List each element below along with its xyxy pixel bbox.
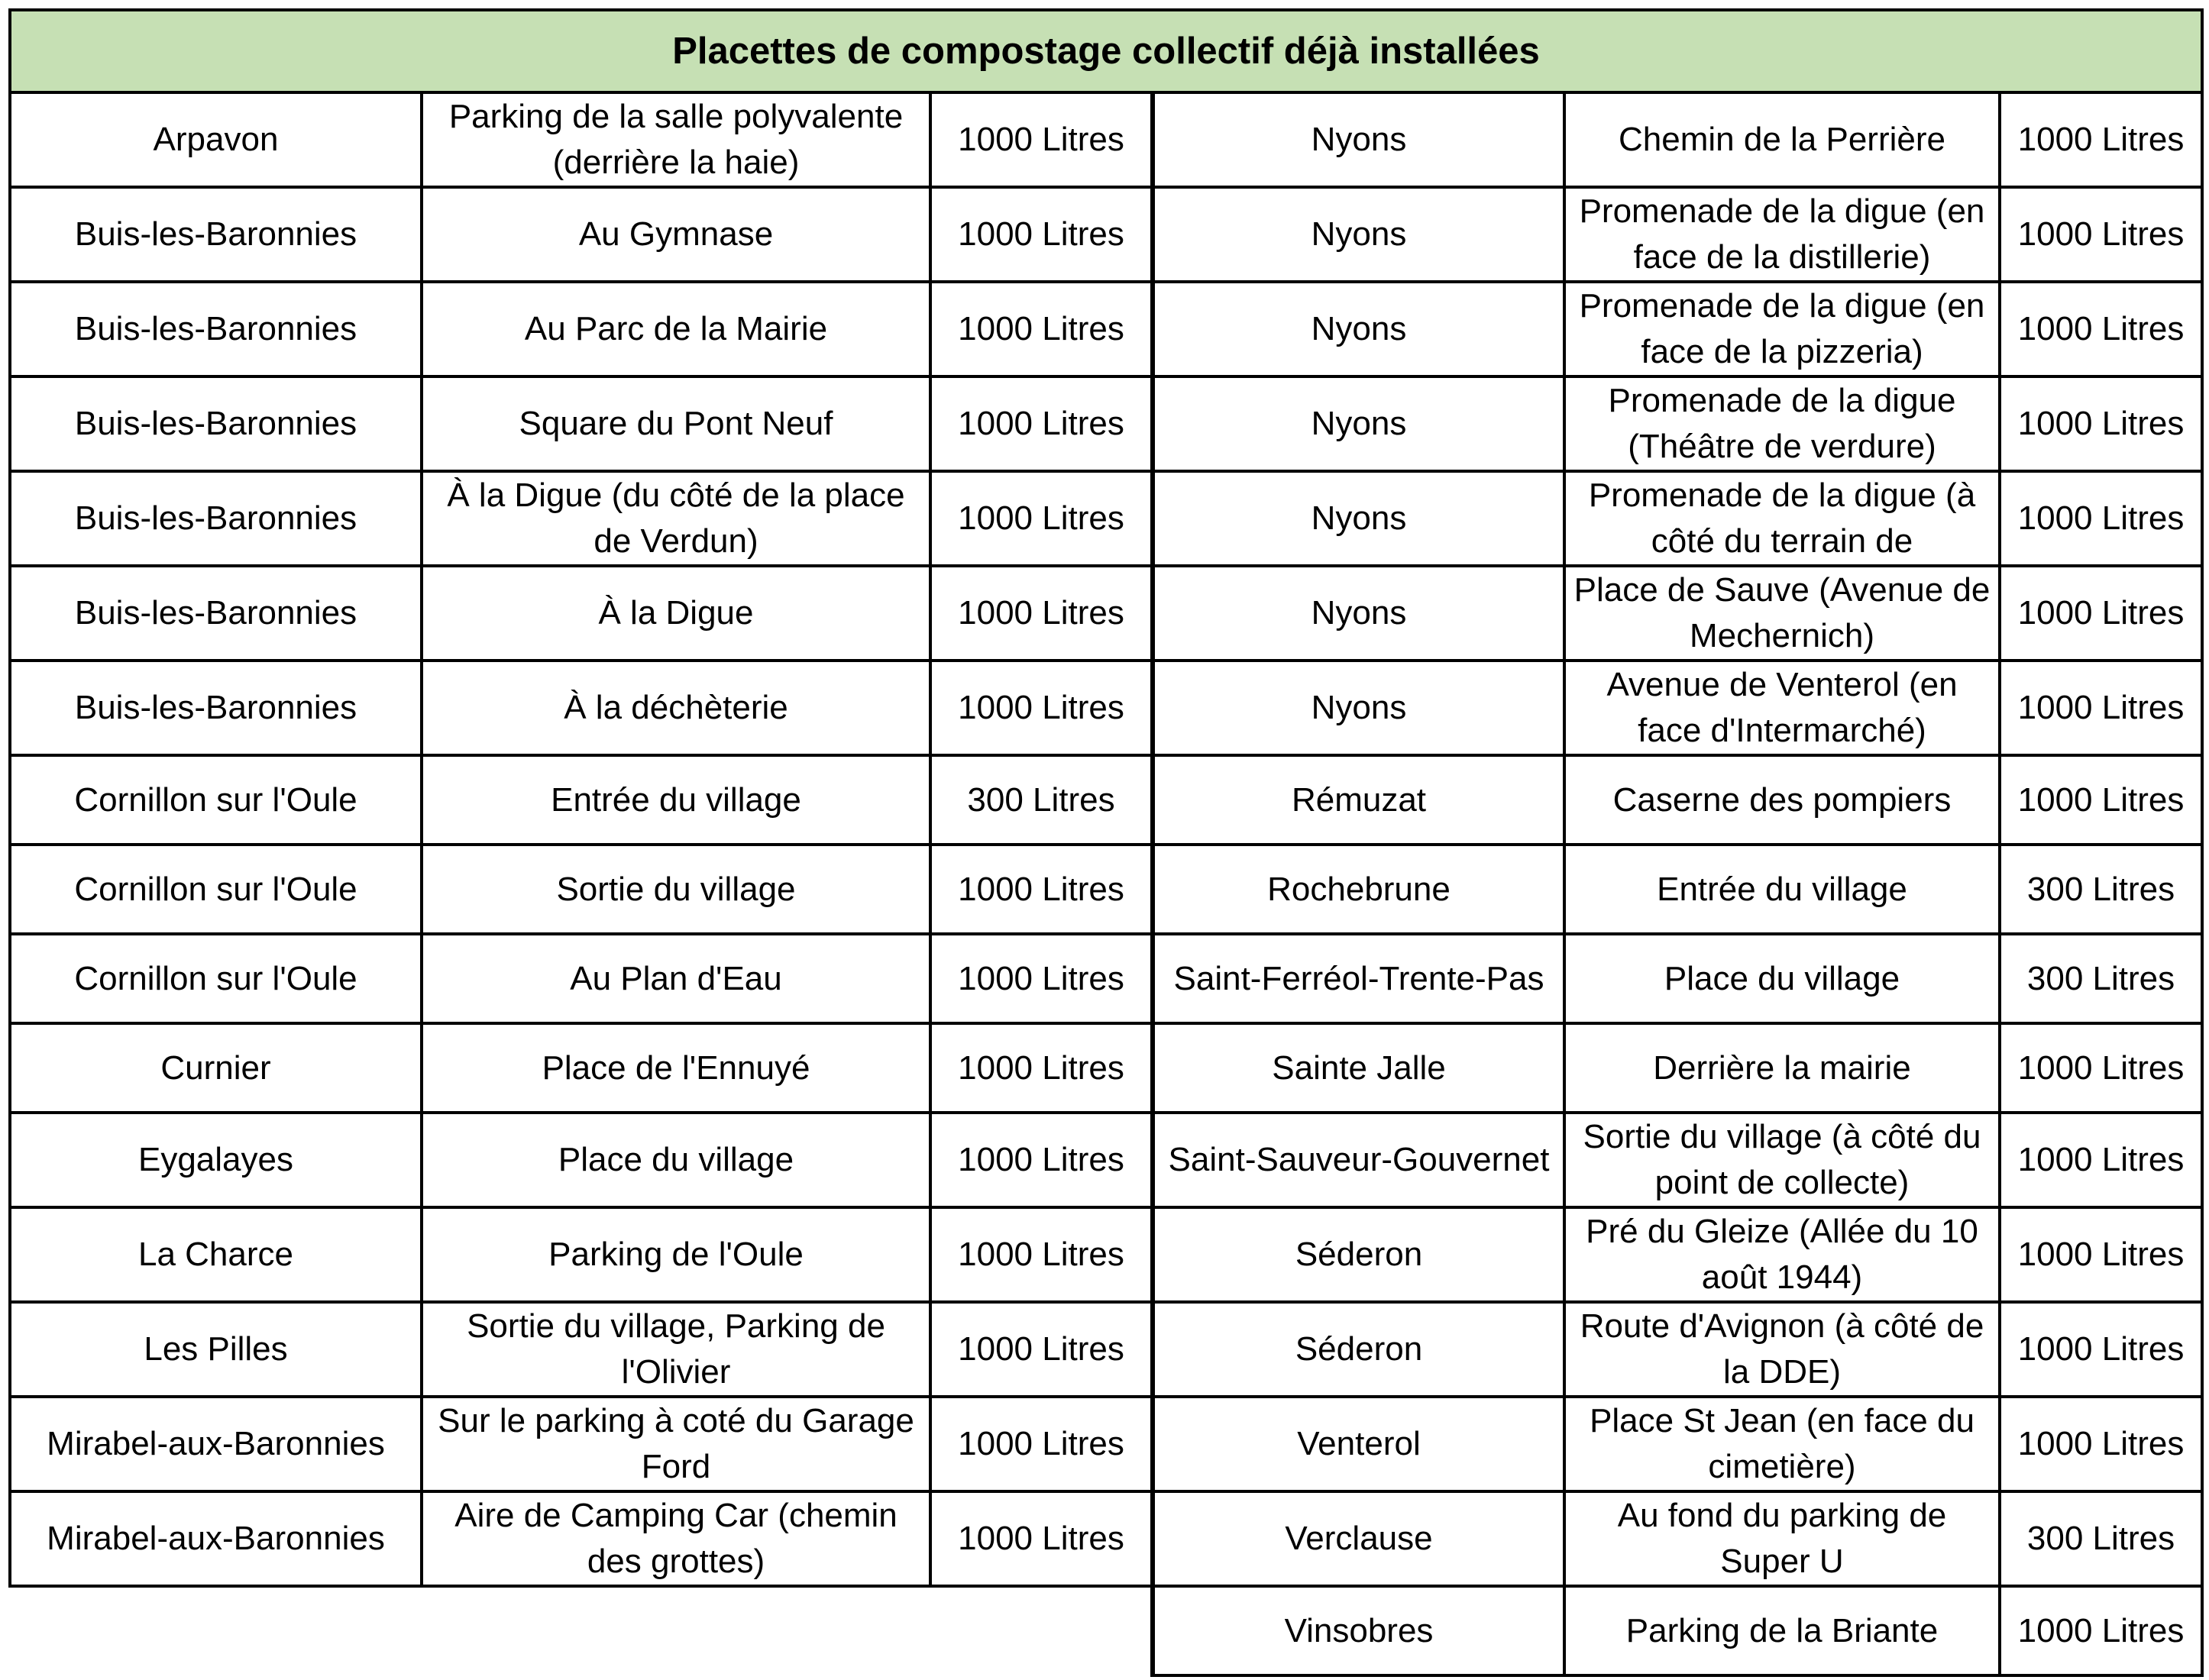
left-location-cell: À la Digue xyxy=(422,566,930,661)
left-location-cell: Aire de Camping Car (chemin des grottes) xyxy=(422,1491,930,1586)
table-row xyxy=(10,934,2202,1023)
right-volume-cell: 1000 Litres xyxy=(2000,566,2202,661)
left-location-cell: Square du Pont Neuf xyxy=(422,376,930,471)
right-volume-cell: 1000 Litres xyxy=(2000,661,2202,755)
right-commune-cell: Nyons xyxy=(1153,566,1564,661)
left-commune-cell: Cornillon sur l'Oule xyxy=(10,755,422,845)
left-volume-cell: 1000 Litres xyxy=(930,1113,1153,1207)
left-volume-cell: 1000 Litres xyxy=(930,92,1153,187)
left-commune-cell: Buis-les-Baronnies xyxy=(10,376,422,471)
table-row xyxy=(10,1586,2202,1675)
left-location-cell: À la déchèterie xyxy=(422,661,930,755)
left-commune-cell: Eygalayes xyxy=(10,1113,422,1207)
left-commune-cell: Cornillon sur l'Oule xyxy=(10,934,422,1023)
table-row xyxy=(10,1207,2202,1302)
right-volume-cell: 1000 Litres xyxy=(2000,1302,2202,1397)
right-commune-cell: Venterol xyxy=(1153,1397,1564,1491)
left-commune-cell: Buis-les-Baronnies xyxy=(10,471,422,566)
left-location-cell: Sortie du village, Parking de l'Olivier xyxy=(422,1302,930,1397)
left-location-cell: Au Plan d'Eau xyxy=(422,934,930,1023)
right-commune-cell: Nyons xyxy=(1153,92,1564,187)
left-volume-cell: 1000 Litres xyxy=(930,1491,1153,1586)
compost-sites-table xyxy=(8,8,2204,1677)
right-commune-cell: Nyons xyxy=(1153,661,1564,755)
left-commune-cell: Buis-les-Baronnies xyxy=(10,661,422,755)
left-commune-cell: Buis-les-Baronnies xyxy=(10,187,422,282)
left-commune-cell: Curnier xyxy=(10,1023,422,1113)
table-row xyxy=(10,566,2202,661)
left-volume-cell: 1000 Litres xyxy=(930,1207,1153,1302)
right-volume-cell: 1000 Litres xyxy=(2000,1023,2202,1113)
table-row xyxy=(10,1397,2202,1491)
table-row xyxy=(10,471,2202,566)
right-volume-cell: 1000 Litres xyxy=(2000,376,2202,471)
right-volume-cell: 300 Litres xyxy=(2000,1491,2202,1586)
spreadsheet-sheet xyxy=(8,8,2204,1677)
left-empty-cell xyxy=(10,1586,1153,1675)
table-row xyxy=(10,1491,2202,1586)
right-commune-cell: Séderon xyxy=(1153,1207,1564,1302)
left-location-cell: Sortie du village xyxy=(422,845,930,934)
left-location-cell: Place du village xyxy=(422,1113,930,1207)
right-volume-cell: 1000 Litres xyxy=(2000,282,2202,376)
right-location-cell: Promenade de la digue (en face de la distillerie) xyxy=(1564,187,2000,282)
right-commune-cell: Rochebrune xyxy=(1153,845,1564,934)
right-volume-cell: 1000 Litres xyxy=(2000,1586,2202,1675)
left-volume-cell: 1000 Litres xyxy=(930,376,1153,471)
right-commune-cell: Saint-Sauveur-Gouvernet xyxy=(1153,1113,1564,1207)
left-location-cell: Place de l'Ennuyé xyxy=(422,1023,930,1113)
left-location-cell: Au Parc de la Mairie xyxy=(422,282,930,376)
left-commune-cell: Buis-les-Baronnies xyxy=(10,566,422,661)
right-location-cell: Chemin de la Perrière xyxy=(1564,92,2000,187)
right-commune-cell: Nyons xyxy=(1153,282,1564,376)
table-body xyxy=(10,10,2202,1675)
right-location-cell: Derrière la mairie xyxy=(1564,1023,2000,1113)
right-location-cell: Avenue de Venterol (en face d'Intermarché) xyxy=(1564,661,2000,755)
left-commune-cell: Buis-les-Baronnies xyxy=(10,282,422,376)
left-commune-cell: Les Pilles xyxy=(10,1302,422,1397)
left-commune-cell: La Charce xyxy=(10,1207,422,1302)
left-commune-cell: Cornillon sur l'Oule xyxy=(10,845,422,934)
left-volume-cell: 1000 Litres xyxy=(930,187,1153,282)
right-location-cell: Sortie du village (à côté du point de collecte) xyxy=(1564,1113,2000,1207)
right-location-cell: Promenade de la digue (en face de la pizzeria) xyxy=(1564,282,2000,376)
table-row xyxy=(10,1023,2202,1113)
right-location-cell: Place St Jean (en face du cimetière) xyxy=(1564,1397,2000,1491)
right-volume-cell: 1000 Litres xyxy=(2000,92,2202,187)
table-row xyxy=(10,1113,2202,1207)
table-row xyxy=(10,282,2202,376)
right-location-cell: Pré du Gleize (Allée du 10 août 1944) xyxy=(1564,1207,2000,1302)
table-row xyxy=(10,755,2202,845)
left-volume-cell: 1000 Litres xyxy=(930,282,1153,376)
left-commune-cell: Arpavon xyxy=(10,92,422,187)
right-location-cell: Parking de la Briante xyxy=(1564,1586,2000,1675)
right-volume-cell: 1000 Litres xyxy=(2000,1207,2202,1302)
left-commune-cell: Mirabel-aux-Baronnies xyxy=(10,1491,422,1586)
left-location-cell: Au Gymnase xyxy=(422,187,930,282)
right-volume-cell: 1000 Litres xyxy=(2000,1397,2202,1491)
right-location-cell: Place de Sauve (Avenue de Mechernich) xyxy=(1564,566,2000,661)
right-location-cell: Promenade de la digue (Théâtre de verdure) xyxy=(1564,376,2000,471)
right-commune-cell: Nyons xyxy=(1153,376,1564,471)
table-row xyxy=(10,845,2202,934)
left-volume-cell: 1000 Litres xyxy=(930,471,1153,566)
right-volume-cell: 300 Litres xyxy=(2000,934,2202,1023)
right-commune-cell: Rémuzat xyxy=(1153,755,1564,845)
right-commune-cell: Sainte Jalle xyxy=(1153,1023,1564,1113)
right-commune-cell: Vinsobres xyxy=(1153,1586,1564,1675)
right-volume-cell: 1000 Litres xyxy=(2000,187,2202,282)
title-row xyxy=(10,10,2202,92)
left-location-cell: Parking de l'Oule xyxy=(422,1207,930,1302)
table-title: Placettes de compostage collectif déjà installées xyxy=(10,10,2202,92)
left-volume-cell: 1000 Litres xyxy=(930,1397,1153,1491)
right-commune-cell: Saint-Ferréol-Trente-Pas xyxy=(1153,934,1564,1023)
right-location-cell: Promenade de la digue (à côté du terrain de xyxy=(1564,471,2000,566)
table-row xyxy=(10,1302,2202,1397)
right-volume-cell: 300 Litres xyxy=(2000,845,2202,934)
left-volume-cell: 1000 Litres xyxy=(930,934,1153,1023)
left-volume-cell: 1000 Litres xyxy=(930,661,1153,755)
right-location-cell: Entrée du village xyxy=(1564,845,2000,934)
left-location-cell: Parking de la salle polyvalente (derrière la haie) xyxy=(422,92,930,187)
right-volume-cell: 1000 Litres xyxy=(2000,471,2202,566)
left-volume-cell: 1000 Litres xyxy=(930,845,1153,934)
right-location-cell: Au fond du parking de Super U xyxy=(1564,1491,2000,1586)
right-commune-cell: Verclause xyxy=(1153,1491,1564,1586)
right-commune-cell: Séderon xyxy=(1153,1302,1564,1397)
left-location-cell: À la Digue (du côté de la place de Verdun) xyxy=(422,471,930,566)
left-volume-cell: 1000 Litres xyxy=(930,1023,1153,1113)
right-volume-cell: 1000 Litres xyxy=(2000,1113,2202,1207)
table-row xyxy=(10,187,2202,282)
right-location-cell: Caserne des pompiers xyxy=(1564,755,2000,845)
table-row xyxy=(10,661,2202,755)
right-location-cell: Place du village xyxy=(1564,934,2000,1023)
right-commune-cell: Nyons xyxy=(1153,187,1564,282)
left-commune-cell: Mirabel-aux-Baronnies xyxy=(10,1397,422,1491)
right-volume-cell: 1000 Litres xyxy=(2000,755,2202,845)
left-location-cell: Sur le parking à coté du Garage Ford xyxy=(422,1397,930,1491)
right-commune-cell: Nyons xyxy=(1153,471,1564,566)
right-location-cell: Route d'Avignon (à côté de la DDE) xyxy=(1564,1302,2000,1397)
left-volume-cell: 1000 Litres xyxy=(930,1302,1153,1397)
left-volume-cell: 1000 Litres xyxy=(930,566,1153,661)
left-volume-cell: 300 Litres xyxy=(930,755,1153,845)
table-row xyxy=(10,376,2202,471)
left-location-cell: Entrée du village xyxy=(422,755,930,845)
table-row xyxy=(10,92,2202,187)
